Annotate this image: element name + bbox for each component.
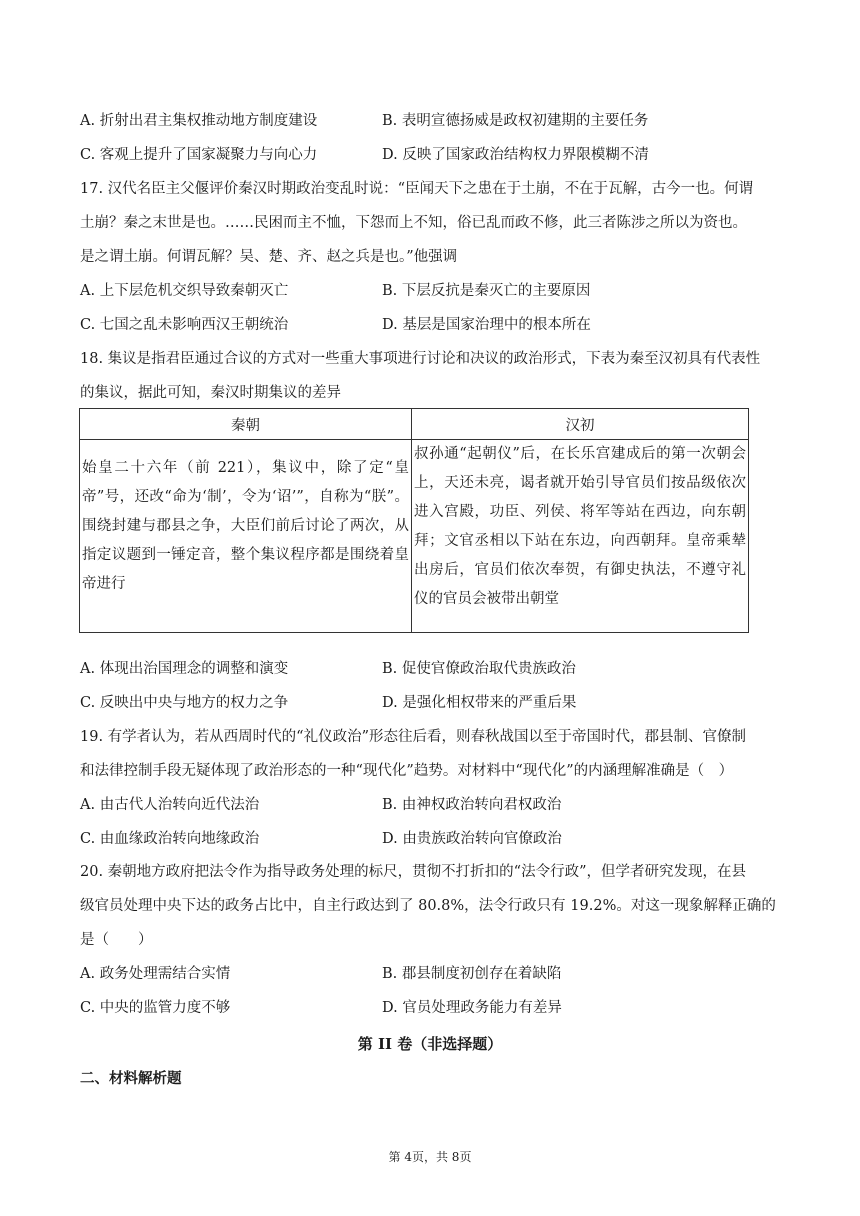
question-text: 18. 集议是指君臣通过合议的方式对一些重大事项进行讨论和决议的政治形式，下表为秦至汉初具有代表性: [80, 351, 761, 367]
option-c: C. 反映出中央与地方的权力之争: [80, 695, 289, 711]
option-b: B. 下层反抗是秦灭亡的主要原因: [382, 283, 591, 299]
option-row: [80, 788, 800, 822]
q18-options: [80, 652, 780, 720]
column-header-han: 汉初: [412, 409, 749, 440]
question-text: 和法律控制手段无疑体现了政治形态的一种“现代化”趋势。对材料中“现代化”的内涵理解准确是（ ）: [80, 763, 734, 779]
question-19: [80, 720, 800, 856]
page-footer: 第 4页，共 8页: [388, 1150, 472, 1164]
option-b: B. 郡县制度初创存在着缺陷: [382, 966, 562, 982]
comparison-table: [79, 408, 749, 633]
question-text: 是（ ）: [80, 932, 153, 948]
cell-han: 叔孙通“起朝仪”后，在长乐宫建成后的第一次朝会上，天还未亮，谒者就开始引导官员们按品级依次进入宫殿，功臣、列侯、将军等站在西边，向东朝拜；文官丞相以下站在东边，向西朝拜。皇帝乘辇出房后，官员们依次奉贺，有御史执法，不遵守礼仪的官员会被带出朝堂: [412, 440, 749, 633]
question-20: [80, 855, 800, 1025]
question-text: 级官员处理中央下达的政务占比中，自主行政达到了 80.8%，法令行政只有 19.2%。对这一现象解释正确的: [80, 898, 776, 914]
section-title: 第 II 卷（非选择题）: [357, 1035, 503, 1053]
option-row: [80, 274, 800, 308]
option-a: A. 折射出君主集权推动地方制度建设: [80, 113, 318, 129]
question-text: 19. 有学者认为，若从西周时代的“礼仪政治”形态往后看，则春秋战国以至于帝国时代，郡县制、官僚制: [80, 729, 746, 745]
option-d: D. 基层是国家治理中的根本所在: [382, 317, 591, 333]
option-row: [80, 686, 780, 720]
option-a: A. 体现出治国理念的调整和演变: [80, 661, 289, 677]
q16-options: [80, 104, 780, 172]
option-b: B. 由神权政治转向君权政治: [382, 797, 562, 813]
option-d: D. 反映了国家政治结构权力界限模糊不清: [382, 147, 649, 163]
option-row: [80, 308, 800, 342]
question-text: 17. 汉代名臣主父偃评价秦汉时期政治变乱时说：“臣闻天下之患在于土崩，不在于瓦解，古今一也。何谓: [80, 181, 754, 197]
option-c: C. 中央的监管力度不够: [80, 1000, 231, 1016]
option-a: A. 上下层危机交织导致秦朝灭亡: [80, 283, 289, 299]
option-c: C. 客观上提升了国家凝聚力与向心力: [80, 147, 318, 163]
option-row: [80, 957, 800, 991]
question-text: 的集议，据此可知，秦汉时期集议的差异: [80, 385, 341, 401]
question-text: 20. 秦朝地方政府把法令作为指导政务处理的标尺，贯彻不打折扣的“法令行政”，但学者研究发现，在县: [80, 864, 746, 880]
option-d: D. 由贵族政治转向官僚政治: [382, 831, 562, 847]
option-row: [80, 991, 800, 1025]
option-a: A. 政务处理需结合实情: [80, 966, 231, 982]
option-d: D. 官员处理政务能力有差异: [382, 1000, 562, 1016]
option-row: [80, 104, 780, 138]
column-header-qin: 秦朝: [80, 409, 412, 440]
table-header-row: [80, 409, 749, 440]
sub-title: 二、材料解析题: [80, 1070, 182, 1087]
question-text: 土崩？秦之末世是也。……民困而主不恤，下怨而上不知，俗已乱而政不修，此三者陈涉之所以为资也。: [80, 215, 747, 231]
option-d: D. 是强化相权带来的严重后果: [382, 695, 577, 711]
option-b: B. 表明宣德扬威是政权初建期的主要任务: [382, 113, 649, 129]
question-text: 是之谓土崩。何谓瓦解？吴、楚、齐、赵之兵是也。”他强调: [80, 249, 458, 265]
option-c: C. 七国之乱未影响西汉王朝统治: [80, 317, 289, 333]
option-row: [80, 822, 800, 856]
question-17: [80, 172, 800, 342]
question-18: [80, 342, 800, 410]
option-b: B. 促使官僚政治取代贵族政治: [382, 661, 576, 677]
cell-qin: 始皇二十六年（前 221），集议中，除了定“皇帝”号，还改“命为‘制’，令为‘诏’”，自称为“朕”。围绕封建与郡县之争，大臣们前后讨论了两次，从指定议题到一锤定音，整个集议程序都是围绕着皇帝进行: [80, 440, 412, 633]
option-c: C. 由血缘政治转向地缘政治: [80, 831, 260, 847]
option-row: [80, 652, 780, 686]
option-a: A. 由古代人治转向近代法治: [80, 797, 260, 813]
option-row: [80, 138, 780, 172]
table-row: [80, 440, 749, 633]
